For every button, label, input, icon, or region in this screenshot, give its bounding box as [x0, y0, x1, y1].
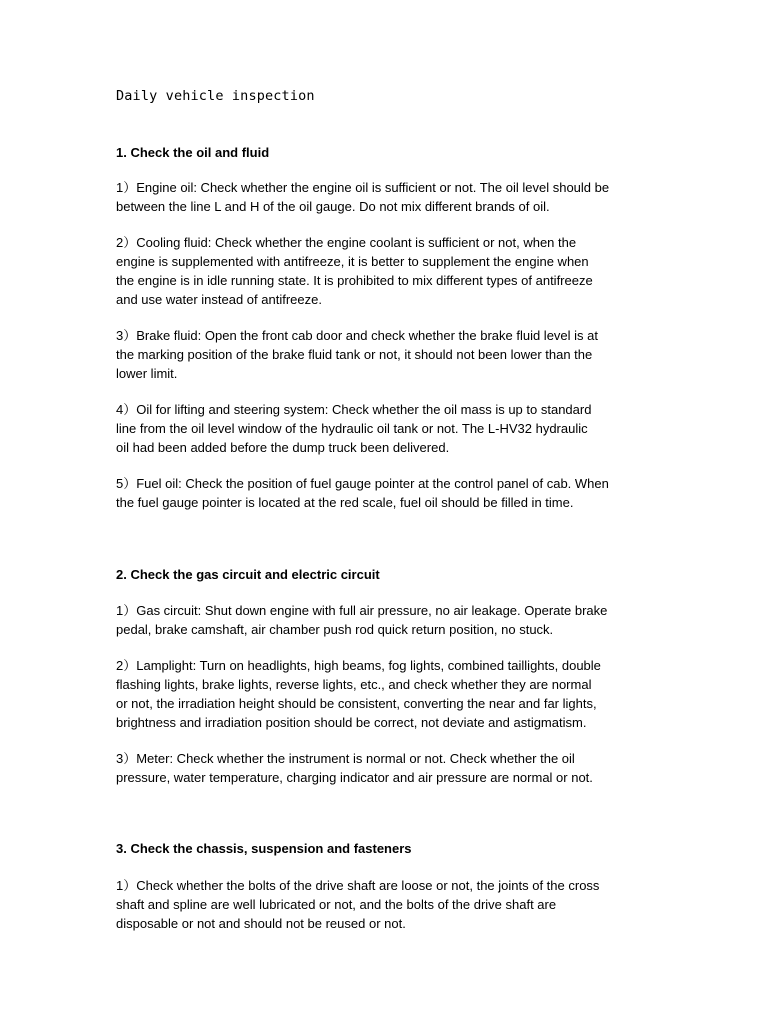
paragraph-meter	[116, 749, 661, 787]
paragraph-line: 3）Meter: Check whether the instrument is normal or not. Check whether the oil	[116, 751, 575, 766]
paragraph-line: 1）Gas circuit: Shut down engine with full air pressure, no air leakage. Operate brake	[116, 603, 608, 618]
paragraph-line: disposable or not and should not be reused or not.	[116, 916, 406, 931]
paragraph-line: 2）Lamplight: Turn on headlights, high beams, fog lights, combined taillights, double	[116, 658, 601, 673]
paragraph-line: the fuel gauge pointer is located at the red scale, fuel oil should be filled in time.	[116, 495, 574, 510]
section-heading-gas-and-electric-circuit: 2. Check the gas circuit and electric circuit	[116, 567, 380, 582]
paragraph-cooling-fluid	[116, 233, 661, 309]
paragraph-line: oil had been added before the dump truck been delivered.	[116, 440, 450, 455]
section-heading-chassis-suspension-fasteners: 3. Check the chassis, suspension and fasteners	[116, 841, 412, 856]
paragraph-line: between the line L and H of the oil gauge. Do not mix different brands of oil.	[116, 199, 550, 214]
paragraph-fuel-oil	[116, 474, 661, 512]
paragraph-line: pedal, brake camshaft, air chamber push rod quick return position, no stuck.	[116, 622, 554, 637]
paragraph-gas-circuit	[116, 601, 661, 639]
paragraph-line: 4）Oil for lifting and steering system: Check whether the oil mass is up to standard	[116, 402, 592, 417]
paragraph-line: line from the oil level window of the hydraulic oil tank or not. The L-HV32 hydraulic	[116, 421, 588, 436]
section-heading-oil-and-fluid: 1. Check the oil and fluid	[116, 145, 270, 160]
paragraph-brake-fluid	[116, 326, 661, 383]
paragraph-line: 2）Cooling fluid: Check whether the engine coolant is sufficient or not, when the	[116, 235, 577, 250]
paragraph-line: 1）Check whether the bolts of the drive shaft are loose or not, the joints of the cross	[116, 878, 600, 893]
paragraph-engine-oil	[116, 178, 661, 216]
paragraph-line: or not, the irradiation height should be consistent, converting the near and far lights,	[116, 696, 597, 711]
paragraph-lifting-steering-oil	[116, 400, 661, 457]
paragraph-line: the engine is in idle running state. It is prohibited to mix different types of antifreeze	[116, 273, 593, 288]
paragraph-line: flashing lights, brake lights, reverse lights, etc., and check whether they are normal	[116, 677, 592, 692]
paragraph-line: and use water instead of antifreeze.	[116, 292, 322, 307]
paragraph-drive-shaft	[116, 876, 661, 933]
paragraph-line: lower limit.	[116, 366, 178, 381]
paragraph-line: engine is supplemented with antifreeze, it is better to supplement the engine when	[116, 254, 589, 269]
paragraph-lamplight	[116, 656, 661, 732]
document-title: Daily vehicle inspection	[116, 88, 315, 104]
paragraph-line: pressure, water temperature, charging indicator and air pressure are normal or not.	[116, 770, 593, 785]
paragraph-line: brightness and irradiation position should be correct, not deviate and astigmatism.	[116, 715, 587, 730]
paragraph-line: shaft and spline are well lubricated or not, and the bolts of the drive shaft are	[116, 897, 557, 912]
paragraph-line: the marking position of the brake fluid tank or not, it should not been lower than the	[116, 347, 593, 362]
paragraph-line: 1）Engine oil: Check whether the engine oil is sufficient or not. The oil level should be	[116, 180, 610, 195]
paragraph-line: 3）Brake fluid: Open the front cab door and check whether the brake fluid level is at	[116, 328, 598, 343]
paragraph-line: 5）Fuel oil: Check the position of fuel gauge pointer at the control panel of cab. When	[116, 476, 609, 491]
